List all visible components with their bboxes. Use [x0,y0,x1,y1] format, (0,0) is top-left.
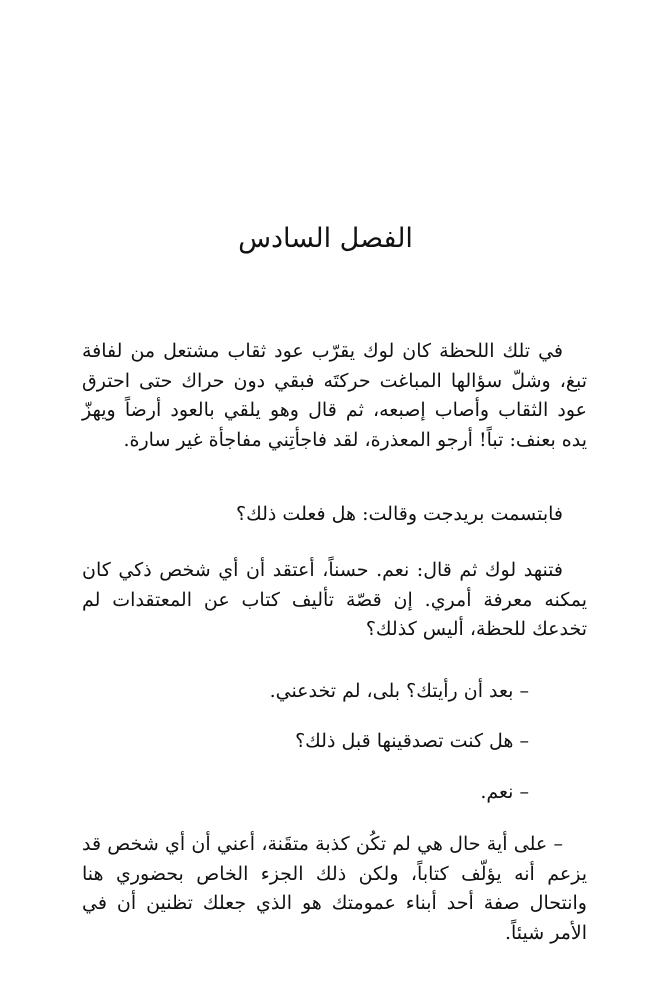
chapter-title: الفصل السادس [238,223,413,254]
paragraph-opening: في تلك اللحظة كان لوك يقرّب عود ثقاب مشتعل من لفافة تبغ، وشلّ سؤالها المباغت حركتَه فبقي دون حراك حتى احترق عود الثقاب وأصاب إصبعه، ثم قال وهو يلقي بالعود أرضاً ويهزّ يده بعنف: تباً! أرجو المعذرة، لقد فاجأتِني مفاجأة غير سارة. [82,340,587,451]
dialogue-line: – بعد أن رأيتك؟ بلى، لم تخدعني. [269,680,529,702]
paragraph-bridget-question: فابتسمت بريدجت وقالت: هل فعلت ذلك؟ [236,503,563,525]
dialogue-line: – نعم. [480,781,529,803]
paragraph-closing: – على أية حال هي لم تكُن كذبة متقَنة، أعني أن أي شخص قد يزعم أنه يؤلّف كتاباً، ولكن ذلك الجزء الخاص بحضوري هنا وانتحال صفة أحد أبناء عمومتك هو الذي جعلك تظنين أن في الأمر شيئاً. [82,833,587,944]
paragraph-luke-reply: فتنهد لوك ثم قال: نعم. حسناً، أعتقد أن أي شخص ذكي كان يمكنه معرفة أمري. إن قصّة تأليف كتاب عن المعتقدات لم تخدعك للحظة، أليس كذلك؟ [82,559,587,640]
dialogue-line: – هل كنت تصدقينها قبل ذلك؟ [295,730,529,752]
